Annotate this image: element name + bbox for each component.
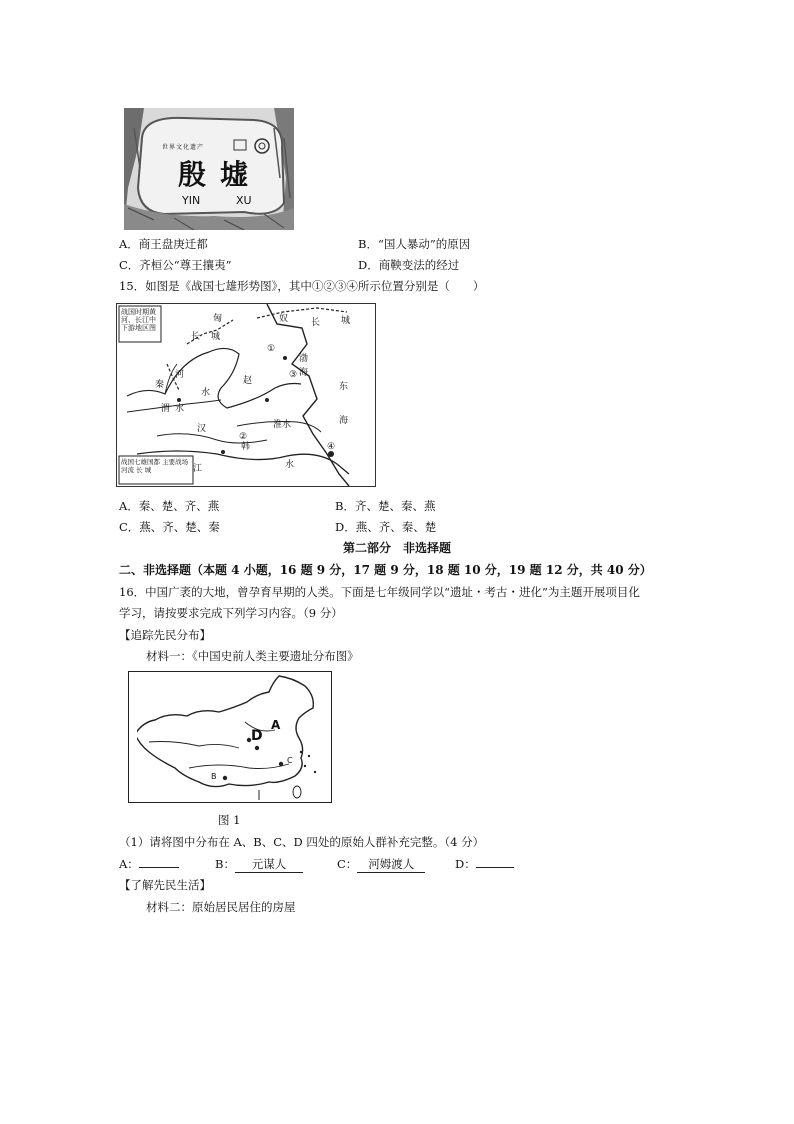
map-marker-3: ③ bbox=[289, 370, 298, 380]
map-marker-2: ② bbox=[239, 432, 248, 442]
yinxu-small-caption: 世界文化遗产 bbox=[162, 144, 205, 151]
q15-stem: 15．如图是《战国七雄形势图》，其中①②③④所示位置分别是（ ） bbox=[119, 279, 485, 293]
q16-section-life: 【了解先民生活】 bbox=[119, 878, 211, 892]
map-label-hanguo: 韩 bbox=[241, 442, 251, 452]
map-label-hai: 海 bbox=[299, 368, 309, 378]
map-label-zhao: 赵 bbox=[243, 376, 253, 386]
answer-b-blank[interactable]: 元谋人 bbox=[235, 856, 303, 873]
q16-material-1: 材料一：《中国史前人类主要遗址分布图》 bbox=[146, 649, 359, 663]
map-label-xiongnu-2: 奴 bbox=[279, 314, 289, 324]
part2-section-title: 二、非选择题（本题 4 小题，16 题 9 分，17 题 9 分，18 题 10 分，19 题 12 分，共 40 分） bbox=[119, 563, 652, 577]
q14-option-a: A．商王盘庚迁都 bbox=[119, 237, 208, 251]
map-legend-bottom: 战国七雄国都 主要战场 河流 长 城 bbox=[121, 458, 189, 474]
map-label-donghai-2: 海 bbox=[339, 416, 349, 426]
yinxu-title: 殷墟 bbox=[178, 158, 263, 191]
map-label-shui-1: 水 bbox=[201, 388, 211, 398]
map-label-xiongnu-1: 匈 bbox=[213, 314, 223, 324]
map-label-jiang: 江 bbox=[193, 464, 203, 474]
yinxu-stone-image bbox=[124, 108, 294, 230]
answer-d-label: D： bbox=[455, 857, 476, 871]
answer-a-label: A： bbox=[119, 857, 139, 871]
part2-heading: 第二部分 非选择题 bbox=[342, 541, 451, 555]
q16-stem-line-1: 16．中国广袤的大地，曾孕育早期的人类。下面是七年级同学以“遗址・考古・进化”为主题开展项目化 bbox=[119, 585, 640, 599]
map-letter-c: C bbox=[287, 756, 293, 765]
map-label-changcheng-3: 长 bbox=[191, 332, 201, 342]
answer-b-label: B： bbox=[215, 857, 235, 871]
q14-option-c: C．齐桓公“尊王攘夷” bbox=[119, 258, 232, 272]
answer-a-blank[interactable] bbox=[139, 867, 179, 868]
map-label-qin: 秦 bbox=[155, 380, 165, 390]
map-label-shui-2: 水 bbox=[175, 404, 185, 414]
map-label-huaishui: 淮水 bbox=[273, 420, 292, 430]
answer-c bbox=[337, 856, 425, 873]
q16-section-trace: 【追踪先民分布】 bbox=[119, 628, 211, 642]
map-marker-4: ④ bbox=[327, 442, 336, 452]
q14-option-d: D．商鞅变法的经过 bbox=[358, 258, 460, 272]
map-label-changcheng-1: 长 bbox=[311, 318, 321, 328]
map-label-bohai: 渤 bbox=[299, 354, 309, 364]
map-letter-b: B bbox=[211, 772, 217, 781]
q15-option-c: C．燕、齐、楚、秦 bbox=[119, 520, 220, 534]
map-label-han: 汉 bbox=[197, 424, 207, 434]
map-letter-d: D bbox=[251, 728, 263, 744]
map-label-donghai-1: 东 bbox=[339, 382, 349, 392]
yinxu-pinyin-left: YIN bbox=[182, 194, 201, 207]
figure-1-caption: 图 1 bbox=[218, 813, 241, 827]
answer-d-blank[interactable] bbox=[476, 867, 514, 868]
q16-stem-line-2: 学习，请按要求完成下列学习内容。（9 分） bbox=[119, 606, 343, 620]
map-legend-top: 战国时期黄河、长江中下游地区图 bbox=[121, 308, 156, 332]
warring-states-map bbox=[116, 303, 376, 487]
map-label-he: 河 bbox=[175, 370, 185, 380]
prehistoric-sites-map bbox=[128, 671, 332, 803]
map-label-changcheng-2: 城 bbox=[341, 316, 351, 326]
q16-material-2: 材料二：原始居民居住的房屋 bbox=[146, 900, 296, 914]
q14-option-b: B．“国人暴动”的原因 bbox=[358, 237, 471, 251]
answer-d bbox=[455, 856, 514, 872]
map-label-shui-3: 水 bbox=[285, 460, 295, 470]
q15-option-a: A．秦、楚、齐、燕 bbox=[119, 499, 220, 513]
q15-option-b: B．齐、楚、秦、燕 bbox=[335, 499, 436, 513]
map-letter-a: A bbox=[271, 718, 281, 732]
answer-c-label: C： bbox=[337, 857, 358, 871]
prehistoric-sites-map-drawing bbox=[129, 672, 331, 802]
q16-sub-question-1: （1）请将图中分布在 A、B、C、D 四处的原始人群补充完整。（4 分） bbox=[119, 835, 485, 849]
q15-option-d: D．燕、齐、秦、楚 bbox=[335, 520, 437, 534]
map-label-weishui: 渭 bbox=[161, 404, 171, 414]
answer-a bbox=[119, 856, 179, 872]
map-marker-1: ① bbox=[267, 344, 276, 354]
answer-c-blank[interactable]: 河姆渡人 bbox=[357, 856, 425, 873]
map-label-changcheng-4: 城 bbox=[211, 332, 221, 342]
answer-b bbox=[215, 856, 303, 873]
yinxu-pinyin-right: XU bbox=[236, 194, 252, 207]
